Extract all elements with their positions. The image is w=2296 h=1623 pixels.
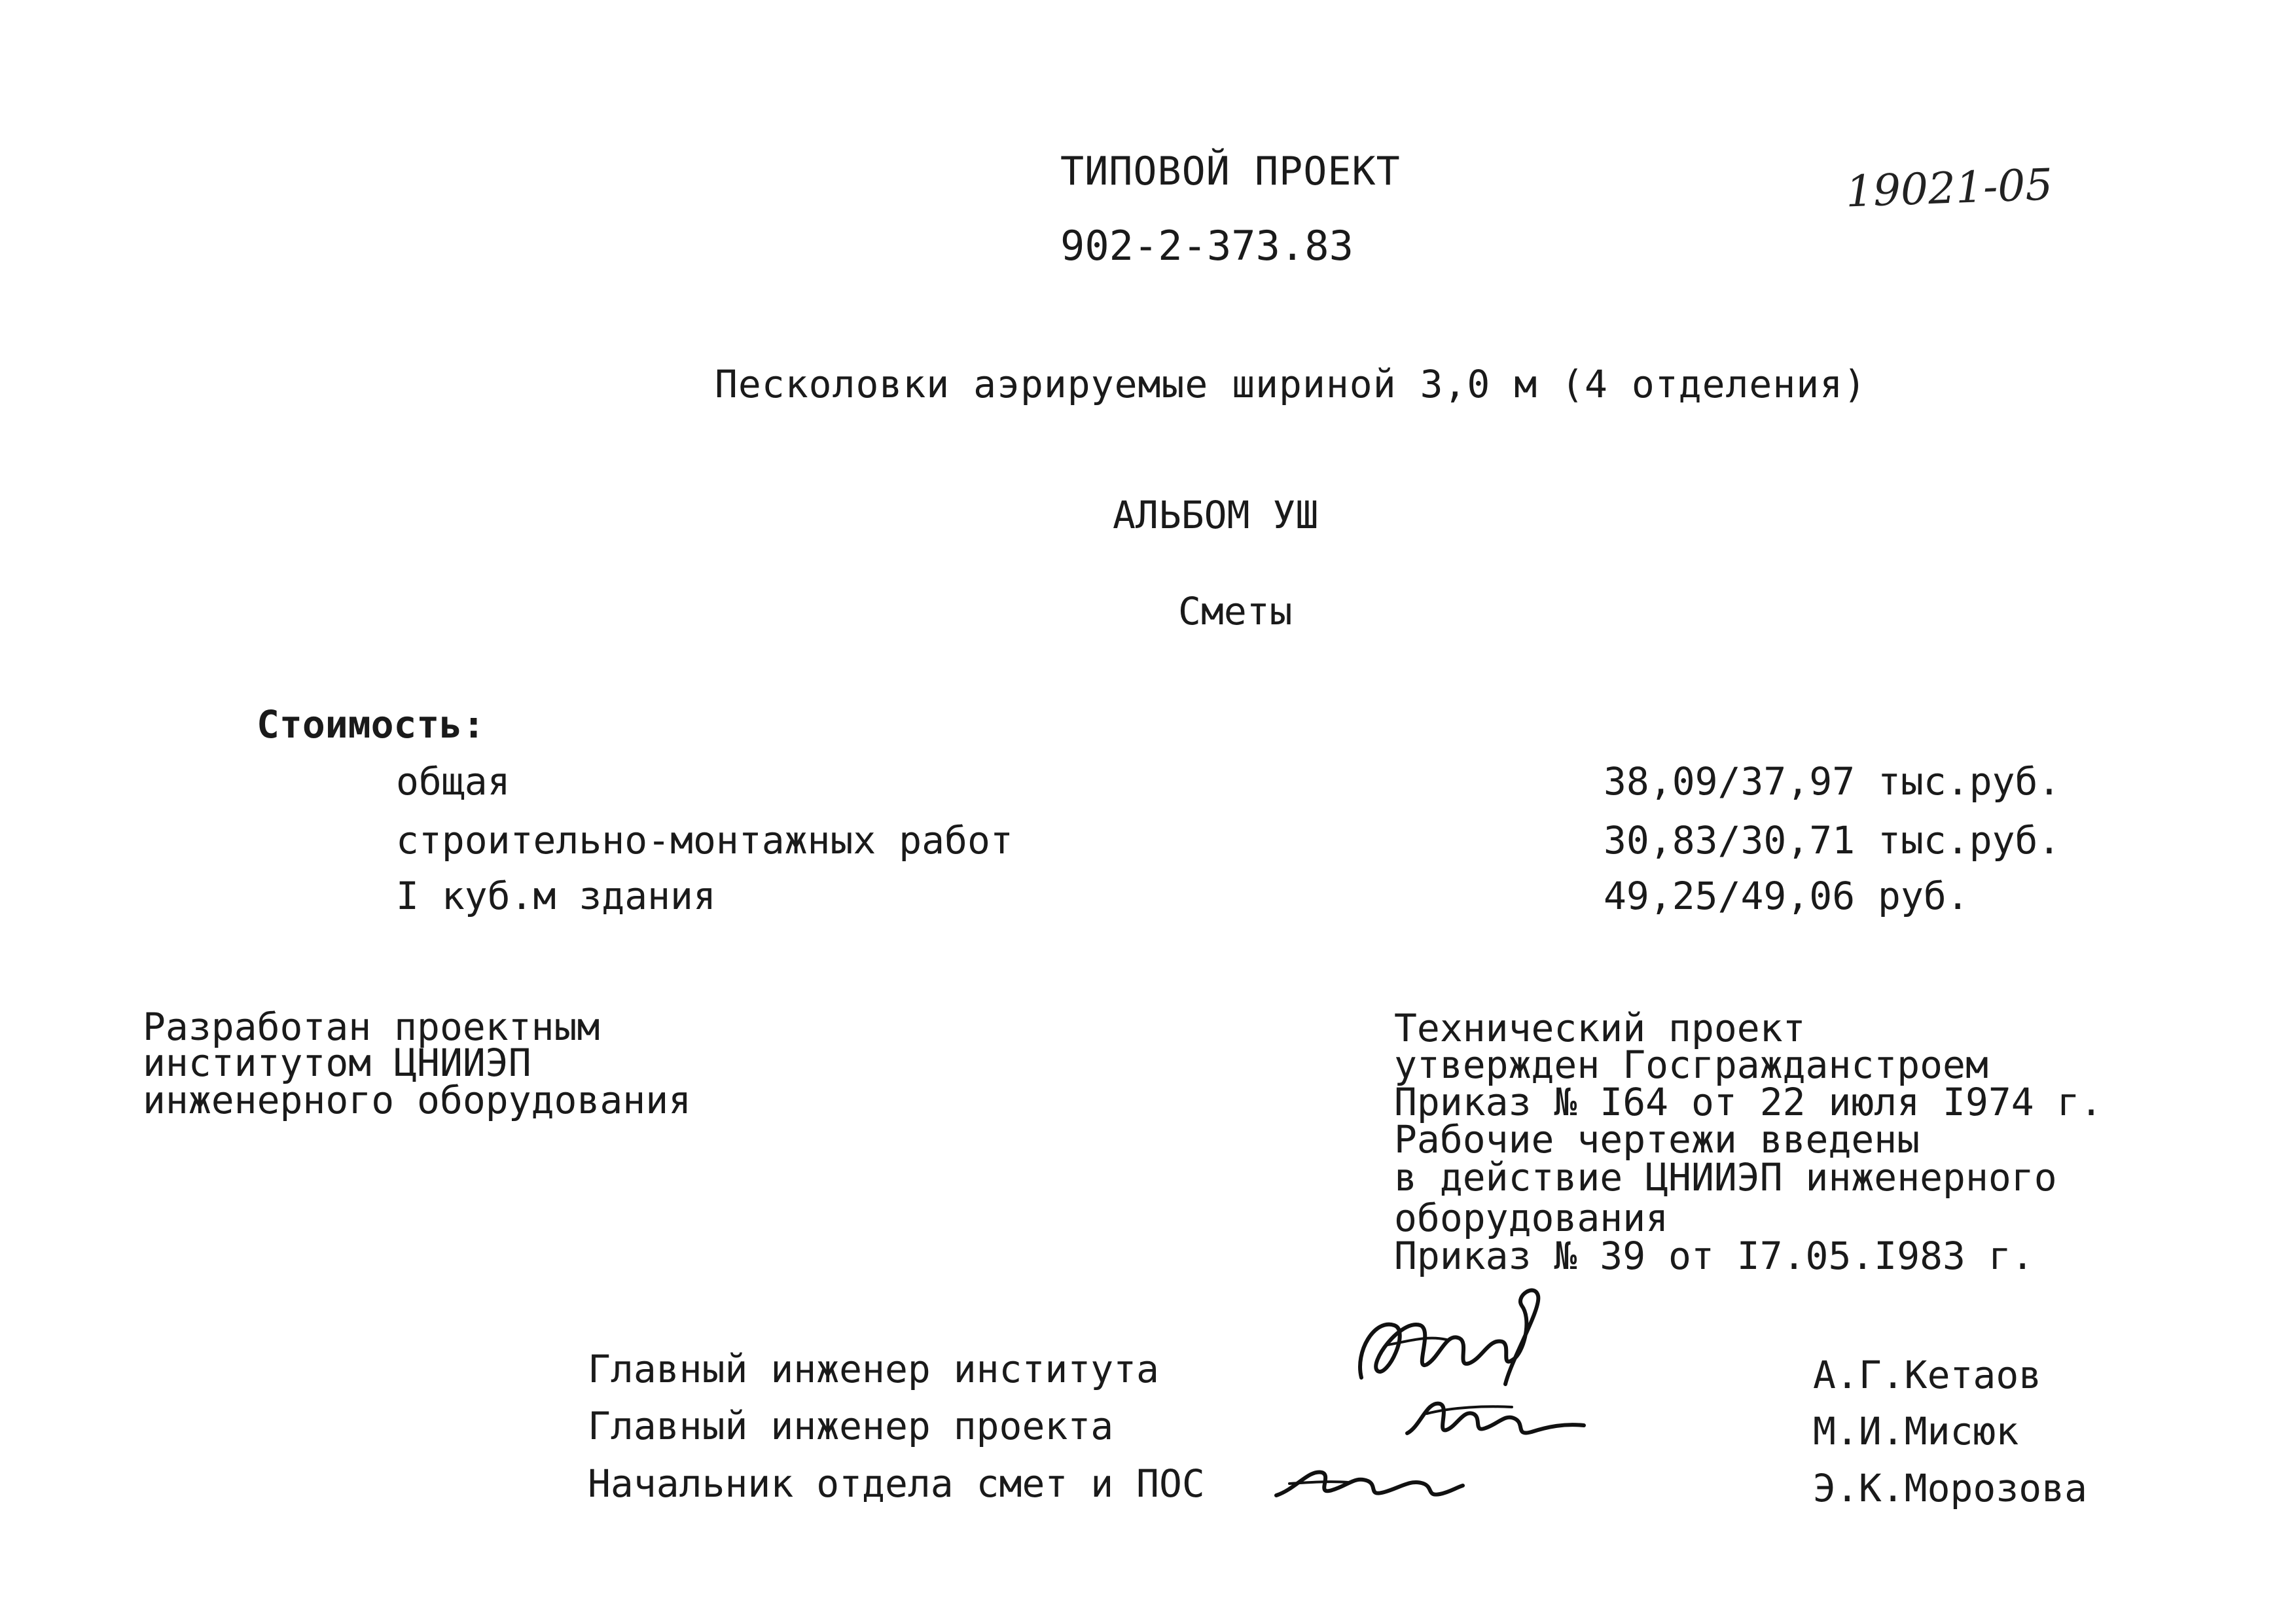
handwritten-number: 19021-05 [1844, 159, 2054, 217]
approval-line: Рабочие чертежи введены [1394, 1117, 1920, 1162]
signatory-name: М.И.Мисюк [1813, 1409, 2019, 1454]
signature-head-estimates-department [1270, 1456, 1466, 1508]
signatory-role: Главный инженер проекта [588, 1404, 1114, 1448]
cost-label-total: общая [396, 759, 511, 804]
approval-line: утвержден Госгражданстроем [1394, 1043, 1988, 1087]
signatory-name: Э.К.Морозова [1813, 1466, 2088, 1510]
approval-line: Приказ № 39 от I7.05.I983 г. [1394, 1234, 2034, 1278]
signatory-role: Начальник отдела смет и ПОС [588, 1461, 1205, 1506]
cost-label-per-cubic-meter: I куб.м здания [396, 874, 716, 918]
cost-value-per-cubic-meter: 49,25/49,06 руб. [1604, 874, 1969, 918]
developer-line: инженерного оборудования [143, 1078, 692, 1122]
album-label: АЛЬБОМ УШ [1113, 493, 1319, 537]
signature-chief-engineer-project [1401, 1387, 1597, 1446]
doc-type: ТИПОВОЙ ПРОЕКТ [1060, 149, 1401, 194]
cost-label-construction: строительно-монтажных работ [396, 818, 1013, 863]
signatory-role: Главный инженер института [588, 1347, 1159, 1391]
developer-line: Разработан проектным [143, 1005, 600, 1049]
approval-line: в действие ЦНИИЭП инженерного [1394, 1155, 2057, 1200]
developer-line: институтом ЦНИИЭП [143, 1041, 531, 1085]
doc-number: 902-2-373.83 [1060, 222, 1354, 270]
approval-line: оборудования [1394, 1196, 1669, 1240]
cost-heading: Стоимость: [257, 702, 486, 747]
approval-line: Приказ № I64 от 22 июля I974 г. [1394, 1080, 2103, 1124]
cost-value-total: 38,09/37,97 тыс.руб. [1604, 759, 2061, 804]
signatory-name: А.Г.Кетаов [1813, 1353, 2042, 1397]
doc-title: Песколовки аэрируемые шириной 3,0 м (4 отделения) [715, 362, 1867, 406]
approval-line: Технический проект [1394, 1006, 1806, 1050]
cost-value-construction: 30,83/30,71 тыс.руб. [1604, 818, 2061, 863]
section-label: Сметы [1178, 589, 1293, 633]
